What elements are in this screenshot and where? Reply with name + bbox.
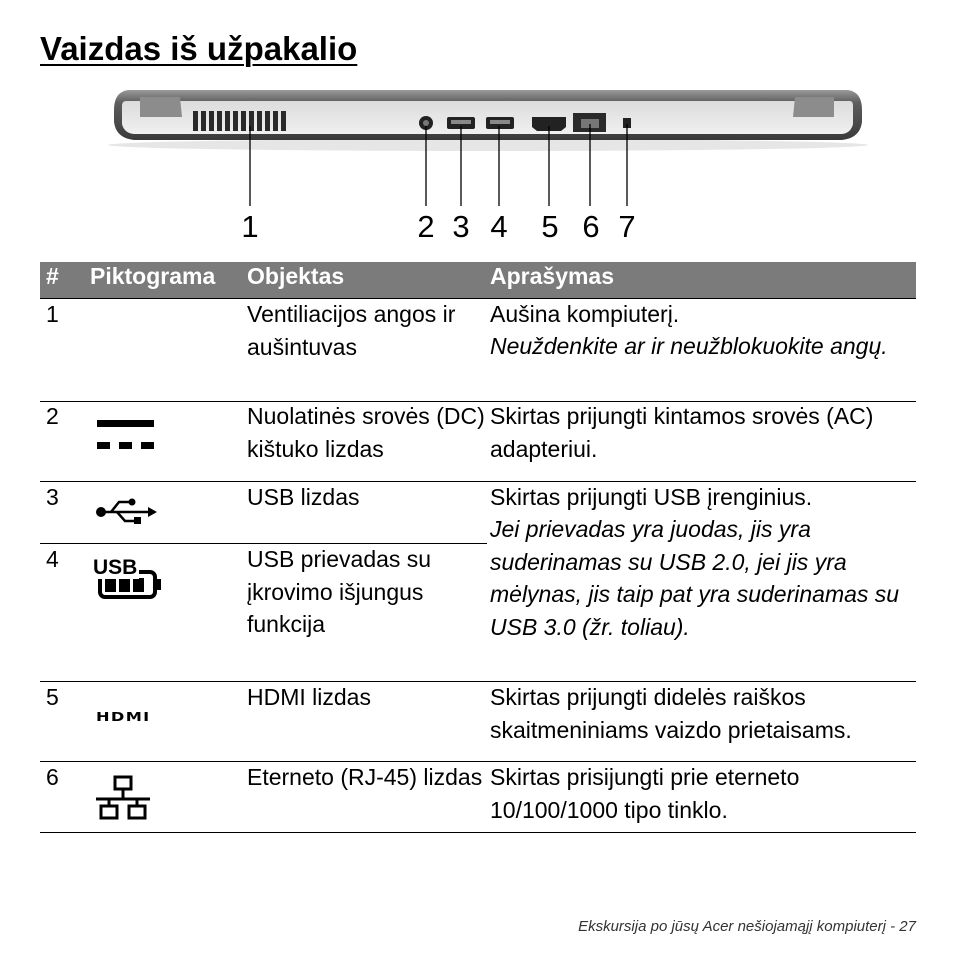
row-description: Skirtas prijungti didelės raiškos skaitmeniniams vaizdo prietaisams. <box>490 684 852 743</box>
callout-7: 7 <box>618 209 636 244</box>
page-footer: Ekskursija po jūsų Acer nešiojamąjį kompiuterį - 27 <box>578 918 916 935</box>
dc-in-icon <box>97 420 155 456</box>
row-description: Skirtas prijungti kintamos srovės (AC) adapteriui. <box>490 403 874 462</box>
usb-label: USB <box>93 556 138 579</box>
callout-2: 2 <box>417 209 435 244</box>
laptop-rear-illustration <box>0 0 954 240</box>
row-num: 5 <box>46 684 59 710</box>
ethernet-icon <box>96 775 152 821</box>
callout-1: 1 <box>241 209 259 244</box>
callout-3: 3 <box>452 209 470 244</box>
table-header <box>40 262 916 299</box>
row-num: 1 <box>46 301 59 327</box>
hdmi-icon: HDMI <box>96 710 151 724</box>
row-note: Jei prievadas yra juodas, jis yra suderinamas su USB 2.0, jei jis yra mėlynas, jis taip pat yra suderinamas su USB 3.0 (žr. toliau). <box>490 516 900 640</box>
callout-6: 6 <box>582 209 600 244</box>
callout-4: 4 <box>490 209 508 244</box>
row-description: Skirtas prisijungti prie eterneto 10/100/1000 tipo tinklo. <box>490 764 800 823</box>
row-object: Eterneto (RJ-45) lizdas <box>247 764 483 790</box>
row-object: USB prievadas su įkrovimo išjungus funkcija <box>247 546 432 637</box>
usb-power-off-charging-icon <box>93 555 163 603</box>
header-num: # <box>46 263 59 289</box>
hinge-right <box>793 97 834 117</box>
row-num: 3 <box>46 484 59 510</box>
header-description: Aprašymas <box>490 263 615 289</box>
row-object: Nuolatinės srovės (DC) kištuko lizdas <box>247 403 485 462</box>
row-object: HDMI lizdas <box>247 684 371 710</box>
row-object: USB lizdas <box>247 484 360 510</box>
row-description: Aušina kompiuterį. <box>490 301 680 327</box>
row-object: Ventiliacijos angos ir aušintuvas <box>247 301 456 360</box>
hinge-left <box>140 97 182 117</box>
page-title: Vaizdas iš užpakalio <box>40 30 358 67</box>
row-note: Neuždenkite ar ir neužblokuokite angų. <box>490 333 888 359</box>
row-num: 4 <box>46 546 59 572</box>
header-icon: Piktograma <box>90 263 216 289</box>
row-divider <box>40 832 916 833</box>
callout-5: 5 <box>541 209 559 244</box>
row-description: Skirtas prijungti USB įrenginius. <box>490 484 813 510</box>
row-num: 2 <box>46 403 59 429</box>
header-object: Objektas <box>247 263 345 289</box>
usb-icon <box>95 498 157 526</box>
row-num: 6 <box>46 764 59 790</box>
